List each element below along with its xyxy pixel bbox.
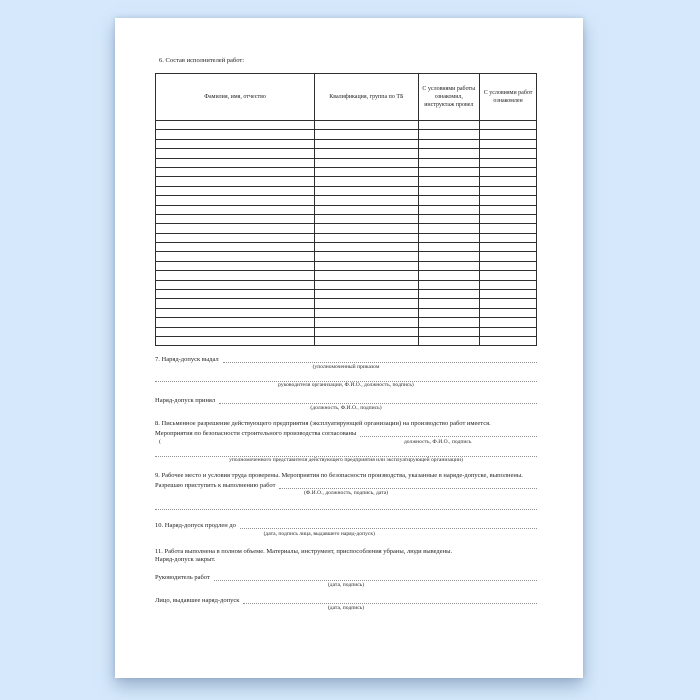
executors-table-empty-cell [480, 290, 537, 299]
permit-received-caption: (должность, Ф.И.О., подпись) [310, 405, 382, 412]
executors-table-empty-cell [315, 299, 418, 308]
executors-table-empty-cell [315, 280, 418, 289]
executors-table-empty-cell [156, 158, 315, 167]
executors-table-empty-cell [480, 308, 537, 317]
executors-table-empty-cell [418, 196, 480, 205]
executors-table-empty-cell [418, 327, 480, 336]
executors-table-empty-row [156, 130, 537, 139]
executors-table-empty-cell [156, 186, 315, 195]
executors-table-empty-cell [418, 149, 480, 158]
permit-issued-caption-1: (уполномоченный приказом [312, 364, 380, 371]
executors-table-empty-cell [156, 290, 315, 299]
executors-table-empty-cell [418, 336, 480, 345]
executors-table-empty-row [156, 158, 537, 167]
executors-table-empty-cell [418, 214, 480, 223]
executors-table-empty-cell [156, 167, 315, 176]
measures-agreed-signature-line [360, 430, 537, 437]
executors-table-empty-cell [480, 299, 537, 308]
executors-table-empty-row [156, 327, 537, 336]
executors-table-header [156, 74, 537, 121]
executors-table-empty-cell [418, 167, 480, 176]
executors-table-empty-cell [156, 177, 315, 186]
permit-extended-caption: (дата, подпись лица, выдавшего наряд-допуск) [263, 531, 375, 538]
executors-table-empty-cell [418, 299, 480, 308]
executors-table-empty-cell [156, 149, 315, 158]
executors-table-empty-cell [480, 271, 537, 280]
executors-table-empty-cell [156, 318, 315, 327]
executors-table-empty-cell [418, 271, 480, 280]
col-header-qualification: Квалификация, группа по ТБ [315, 74, 418, 121]
executors-table-empty-cell [418, 121, 480, 130]
executors-table-empty-cell [315, 167, 418, 176]
executors-table-empty-cell [418, 186, 480, 195]
executors-table-empty-cell [418, 252, 480, 261]
executors-table-empty-cell [480, 327, 537, 336]
measures-agreed-line [155, 430, 537, 438]
executors-table-empty-cell [315, 271, 418, 280]
executors-table-empty-cell [418, 243, 480, 252]
permit-issuer-label: Лицо, выдавшее наряд-допуск [155, 597, 240, 605]
section-6-title: 6. Состав исполнителей работ: [159, 57, 245, 64]
executors-table-empty-cell [315, 243, 418, 252]
section-8-paragraph: 8. Письменное разрешение действующего предприятия (эксплуатирующей организации) на производство работ имеется. [155, 420, 491, 428]
measures-agreed-label: Мероприятия по безопасности строительного производства согласованы [155, 430, 357, 438]
work-supervisor-label: Руководитель работ [155, 574, 210, 582]
executors-table-empty-cell [156, 224, 315, 233]
executors-table-empty-row [156, 167, 537, 176]
permit-issued-signature-line [223, 356, 537, 363]
work-permit-caption: (Ф.И.О., должность, подпись, дата) [303, 490, 389, 497]
executors-table-empty-cell [418, 158, 480, 167]
section-11-paragraph: 11. Работа выполнена в полном объеме. Материалы, инструмент, приспособления убраны, люди выведены. [155, 548, 453, 556]
section-11-closed-line: Наряд-допуск закрыт. [155, 556, 216, 564]
permit-extended-label: 10. Наряд-допуск продлен до [155, 522, 236, 530]
executors-table-empty-row [156, 149, 537, 158]
permit-issued-caption-2: руководителя организации, Ф.И.О., должность, подпись) [278, 382, 414, 389]
col-header-instructed-by: С условиями работы ознакомил, инструктаж провел [418, 74, 480, 121]
executors-table-empty-cell [480, 261, 537, 270]
executors-table-empty-cell [418, 280, 480, 289]
executors-table-empty-row [156, 177, 537, 186]
executors-table-empty-row [156, 280, 537, 289]
executors-table-empty-cell [480, 224, 537, 233]
work-permit-signature-line-2 [155, 503, 537, 510]
executors-table-empty-cell [156, 233, 315, 242]
executors-table-empty-cell [418, 318, 480, 327]
executors-table-empty-row [156, 186, 537, 195]
executors-table-empty-cell [315, 196, 418, 205]
executors-table-empty-cell [418, 261, 480, 270]
executors-table-empty-cell [315, 149, 418, 158]
executors-table-empty-cell [315, 252, 418, 261]
work-permit-label: Разрешаю приступить к выполнению работ [155, 482, 276, 490]
measures-agreed-caption-1: должность, Ф.И.О., подпись [403, 439, 472, 446]
executors-table-empty-cell [315, 177, 418, 186]
executors-table-empty-cell [315, 214, 418, 223]
permit-issuer-caption: (дата, подпись) [327, 605, 365, 612]
executors-table-empty-cell [156, 139, 315, 148]
executors-table-empty-row [156, 205, 537, 214]
permit-received-signature-line [219, 397, 537, 404]
executors-table-empty-cell [156, 336, 315, 345]
executors-table-empty-cell [315, 318, 418, 327]
executors-table-body [156, 121, 537, 346]
executors-table-empty-cell [315, 158, 418, 167]
page-content [155, 57, 537, 612]
executors-table-empty-cell [418, 177, 480, 186]
executors-table-empty-row [156, 224, 537, 233]
executors-table [155, 73, 537, 346]
executors-table-empty-cell [156, 280, 315, 289]
executors-table-empty-cell [315, 308, 418, 317]
executors-table-empty-row [156, 139, 537, 148]
executors-table-empty-cell [480, 280, 537, 289]
executors-table-empty-cell [480, 186, 537, 195]
executors-table-empty-cell [315, 233, 418, 242]
executors-table-empty-cell [480, 252, 537, 261]
executors-table-empty-cell [156, 252, 315, 261]
executors-table-empty-cell [156, 271, 315, 280]
col-header-name: Фамилия, имя, отчество [156, 74, 315, 121]
executors-table-empty-row [156, 271, 537, 280]
executors-table-empty-row [156, 196, 537, 205]
executors-table-empty-cell [480, 158, 537, 167]
executors-table-empty-row [156, 318, 537, 327]
document-page [115, 18, 583, 678]
executors-table-empty-cell [480, 130, 537, 139]
executors-table-empty-cell [156, 214, 315, 223]
executors-table-empty-row [156, 252, 537, 261]
executors-table-empty-cell [315, 261, 418, 270]
executors-table-empty-cell [480, 139, 537, 148]
executors-table-empty-cell [315, 290, 418, 299]
executors-table-empty-cell [480, 214, 537, 223]
executors-table-empty-cell [418, 205, 480, 214]
executors-table-empty-cell [315, 139, 418, 148]
executors-table-empty-cell [156, 130, 315, 139]
executors-table-empty-cell [156, 308, 315, 317]
executors-table-empty-row [156, 299, 537, 308]
executors-table-empty-row [156, 308, 537, 317]
permit-extended-line [155, 522, 537, 530]
permit-extended-caption-row [155, 530, 537, 538]
executors-table-empty-cell [480, 318, 537, 327]
executors-table-empty-row [156, 261, 537, 270]
executors-table-empty-row [156, 121, 537, 130]
executors-table-empty-cell [156, 196, 315, 205]
executors-table-empty-cell [156, 327, 315, 336]
col-header-acknowledged: С условиями работ ознакомлен [480, 74, 537, 121]
executors-table-empty-cell [480, 177, 537, 186]
executors-table-empty-cell [418, 290, 480, 299]
executors-table-empty-row [156, 233, 537, 242]
executors-table-empty-cell [480, 121, 537, 130]
executors-table-empty-cell [480, 233, 537, 242]
executors-table-empty-cell [156, 205, 315, 214]
executors-table-empty-cell [315, 327, 418, 336]
executors-table-empty-cell [480, 205, 537, 214]
executors-table-empty-cell [480, 167, 537, 176]
executors-table-empty-cell [418, 130, 480, 139]
executors-table-empty-cell [156, 261, 315, 270]
executors-table-empty-cell [156, 243, 315, 252]
executors-table-empty-cell [418, 308, 480, 317]
work-permit-signature-line [279, 482, 537, 489]
executors-table-empty-cell [156, 299, 315, 308]
executors-table-empty-cell [315, 205, 418, 214]
section-9-paragraph: 9. Рабочее место и условия труда проверены. Мероприятия по безопасности производства, указанные в наряде-допуске, выполнены. [155, 472, 523, 480]
measures-agreed-caption-2: уполномоченного представителя действующего предприятия или эксплуатирующей организации) [229, 457, 463, 464]
executors-table-empty-cell [480, 196, 537, 205]
executors-table-empty-cell [480, 243, 537, 252]
executors-table-empty-cell [315, 336, 418, 345]
executors-table-empty-cell [315, 224, 418, 233]
executors-table-empty-cell [315, 121, 418, 130]
permit-extended-signature-line [240, 522, 537, 529]
executors-table-empty-cell [315, 186, 418, 195]
executors-table-empty-cell [418, 224, 480, 233]
executors-table-empty-cell [480, 336, 537, 345]
permit-issuer-signature-line [243, 597, 537, 604]
executors-table-empty-cell [418, 233, 480, 242]
executors-table-empty-cell [480, 149, 537, 158]
executors-table-empty-row [156, 243, 537, 252]
measures-open-paren: ( [159, 439, 161, 446]
permit-received-label: Наряд-допуск принял [155, 397, 216, 405]
executors-table-empty-cell [418, 139, 480, 148]
executors-table-empty-row [156, 214, 537, 223]
work-supervisor-caption: (дата, подпись) [327, 582, 365, 589]
executors-table-empty-cell [156, 121, 315, 130]
executors-table-empty-row [156, 336, 537, 345]
executors-table-empty-row [156, 290, 537, 299]
measures-agreed-caption-row [155, 438, 537, 446]
permit-issued-label: 7. Наряд-допуск выдал [155, 356, 219, 364]
work-supervisor-signature-line [214, 574, 537, 581]
executors-table-empty-cell [315, 130, 418, 139]
